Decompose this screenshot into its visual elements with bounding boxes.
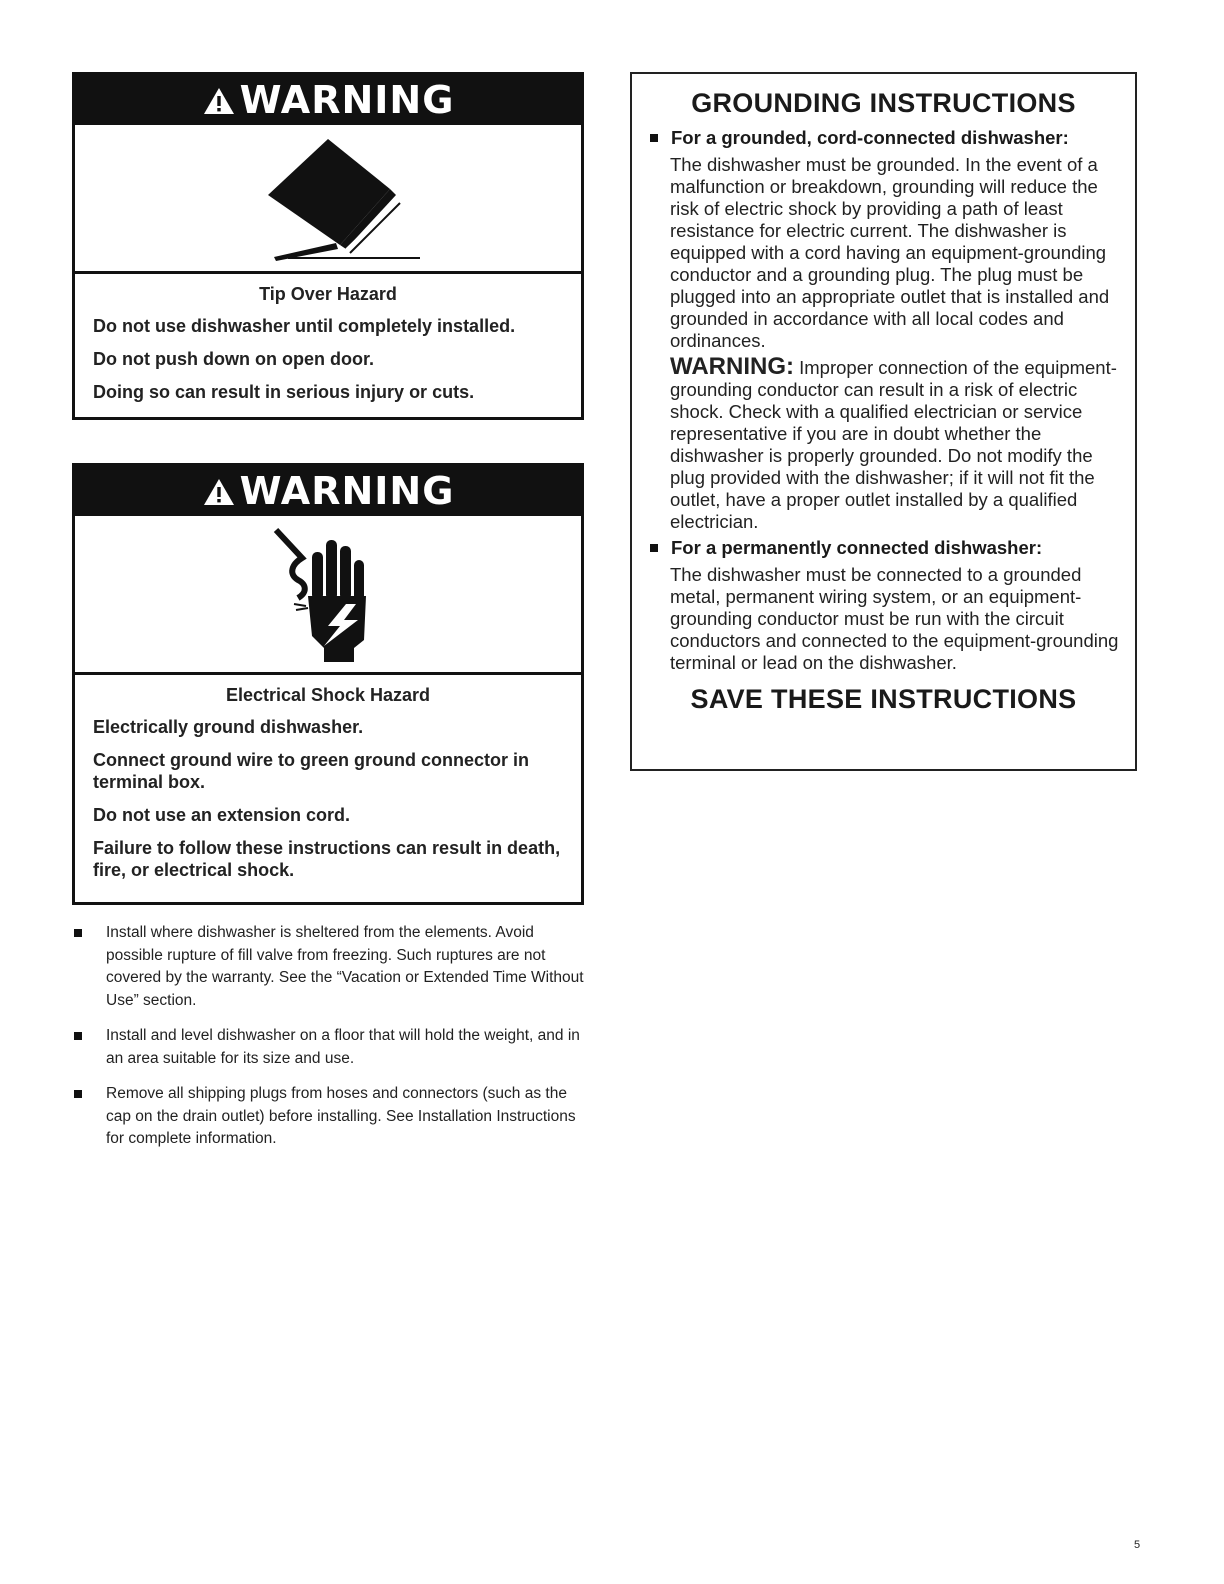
list-item-text: Remove all shipping plugs from hoses and connectors (such as the cap on the drain outlet) before installing. See Installation Instructions for complete information. — [106, 1085, 576, 1147]
tip-over-graphic — [75, 125, 581, 274]
list-item — [72, 1025, 592, 1070]
grounding-warning-paragraph — [670, 353, 1119, 533]
electrical-shock-graphic — [75, 516, 581, 675]
warning-line: Connect ground wire to green ground connector in terminal box. — [93, 750, 529, 792]
tip-over-warning-box — [72, 72, 584, 420]
hazard-title: Tip Over Hazard — [259, 284, 397, 304]
grounding-instructions-box — [630, 72, 1137, 771]
list-item — [72, 922, 592, 1012]
warning-triangle-icon — [202, 86, 236, 116]
bullet-square-icon — [74, 1090, 82, 1098]
permanently-connected-text: The dishwasher must be connected to a grounded metal, permanent wiring system, or an equipment-grounding conductor must be run with the circuit conductors and connected to the equipment-grounding terminal or lead on the dishwasher. — [670, 564, 1119, 673]
electrical-shock-hand-icon — [268, 522, 388, 667]
permanently-connected-heading-text: For a permanently connected dishwasher: — [671, 537, 1043, 558]
grounding-title: GROUNDING INSTRUCTIONS — [691, 88, 1076, 118]
warning-line: Doing so can result in serious injury or cuts. — [93, 382, 475, 402]
save-instructions-title: SAVE THESE INSTRUCTIONS — [690, 684, 1077, 714]
cord-connected-text: The dishwasher must be grounded. In the event of a malfunction or breakdown, grounding will reduce the risk of electric shock by providing a path of least resistance for electric current. The dishwasher is equipped with a cord having an equipment-grounding conductor and a grounding plug. The plug must be plugged into an appropriate outlet that is installed and grounded in accordance with all local codes and ordinances. — [670, 154, 1110, 351]
bullet-square-icon — [650, 544, 658, 552]
grounding-warning-label: WARNING: — [670, 353, 794, 380]
bullet-square-icon — [74, 929, 82, 937]
warning-line: Do not use dishwasher until completely installed. — [93, 316, 516, 336]
bullet-square-icon — [74, 1032, 82, 1040]
warning-line: Do not use an extension cord. — [93, 805, 351, 825]
installation-bullet-list — [72, 922, 592, 1164]
warning-line: Do not push down on open door. — [93, 349, 374, 369]
cord-connected-heading-text: For a grounded, cord-connected dishwasher: — [671, 127, 1069, 148]
warning-line: Electrically ground dishwasher. — [93, 717, 364, 737]
grounding-warning-text: Improper connection of the equipment-grounding conductor can result in a risk of electric shock. Check with a qualified electrician or service representative if you are in doubt whether the dishwasher is properly grounded. Do not modify the plug provided with the dishwasher; if it will not fit the outlet, have a proper outlet installed by a qualified electrician. — [670, 357, 1117, 532]
electrical-shock-warning-box — [72, 463, 584, 905]
page-number: 5 — [1134, 1539, 1141, 1551]
bullet-square-icon — [650, 134, 658, 142]
list-item — [72, 1083, 592, 1151]
cord-connected-heading — [648, 127, 1119, 149]
list-item-text: Install and level dishwasher on a floor that will hold the weight, and in an area suitable for its size and use. — [106, 1027, 580, 1067]
warning-header-label: WARNING — [239, 78, 455, 122]
list-item-text: Install where dishwasher is sheltered from the elements. Avoid possible rupture of fill valve from freezing. Such ruptures are not covered by the warranty. See the “Vacation or Extended Time Without Use” section. — [106, 924, 584, 1009]
tip-over-dishwasher-icon — [228, 133, 428, 263]
warning-header — [75, 466, 581, 516]
permanently-connected-heading — [648, 537, 1119, 559]
warning-header — [75, 75, 581, 125]
warning-triangle-icon — [202, 477, 236, 507]
hazard-title: Electrical Shock Hazard — [225, 685, 431, 705]
warning-line: Failure to follow these instructions can result in death, fire, or electrical shock. — [93, 838, 561, 880]
warning-header-label: WARNING — [239, 469, 455, 513]
